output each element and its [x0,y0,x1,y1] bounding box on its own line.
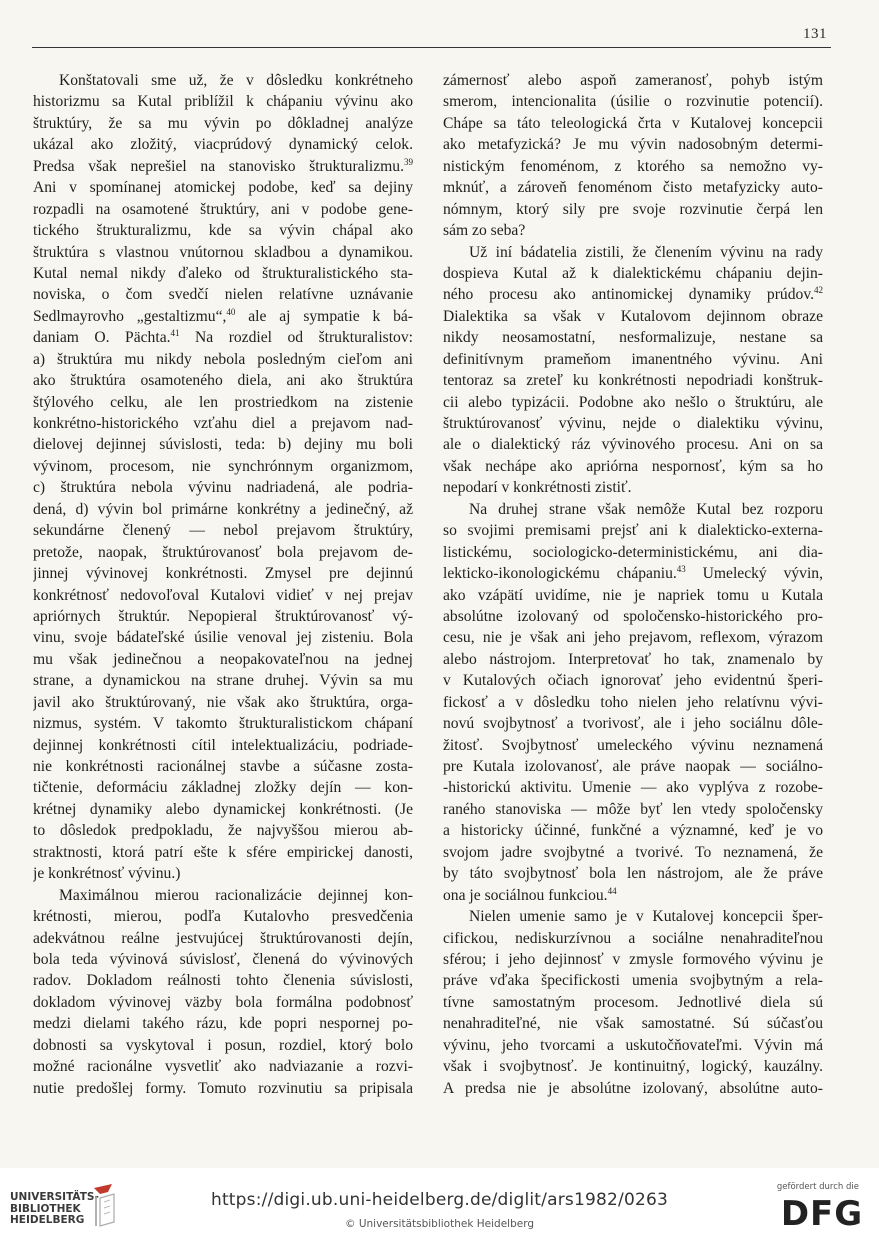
text-line: Nielen umenie samo je v Kutalovej koncepcii šper- [469,908,823,926]
text-line: historizmu sa Kutal priblížil k chápaniu vývinu ako [33,93,413,111]
text-line: vývinu, jeho tvorcami a uskutočňovateľmi. Vývin má [443,1036,823,1054]
copyright-notice: © Universitätsbibliothek Heidelberg [344,1218,534,1230]
text-line: bola teda vývinová súvislosť, členená do vývinových [33,950,413,968]
text-line: lekticko-ikonologickému chápaniu.$^{43}$ Umelecký vývin, [443,564,823,583]
text-line: štruktúry, že sa mu vývin po dôkladnej analýze [33,114,413,132]
text-line: práve vďaka špecifickosti umenia svojbytným a rela- [443,972,823,990]
text-line: nepodarí v konkrétnosti zistiť. [443,479,632,497]
text-line: konkrétnosť nedovoľoval Kutalovi vidieť v nej prejav [33,586,413,604]
text-line: smerom, intencionalita (úsilie o rozvinutie potencií). [443,93,823,111]
text-line: absolútne izolovaný od spoločensko-historického pro- [443,607,823,625]
text-line: Dialektika sa však v Kutalovom dejinnom obraze [443,307,823,325]
text-line: možné racionálne vysvetliť ako nadviazanie a rozvi- [33,1058,413,1076]
library-name-line: HEIDELBERG [10,1214,85,1226]
text-line: nie konkrétnosti racionálnej stavbe a súčasne zosta- [33,758,413,775]
text-line: pre Kutala izolovanosť, ale práve naopak — sociálno- [443,758,823,775]
footnote-ref: 44 [607,885,617,896]
text-line: mu však jedinečnou a neopakovateľnou na jednej [33,650,413,668]
text-line: dobnosti sa vyskytoval i posun, rozdiel, ktorý bolo [33,1036,413,1054]
text-line: sám zo seba? [443,222,526,240]
text-line: tentoraz sa zreteľ ku konkrétnosti nepodriadi konštruk- [443,372,823,390]
text-line: nikdy neosamostatní, nesformalizuje, nestane sa [443,329,823,347]
text-line: definitívnym prameňom imanentného vývinu. Ani [443,350,823,368]
text-line: nistickým fenoménom, z ktorého sa nemožno vy- [443,157,823,175]
text-line: so svojimi premisami prejsť ani k dialekticko-externa- [443,522,823,540]
text-line: však nechápe ako apriórna nespornosť, kým sa ho [443,457,823,475]
text-line: cii alebo typizácii. Podobne ako nešlo o štruktúru, ale [443,393,823,411]
text-line: c) štruktúra nebola vývinu nadriadená, ale podria- [33,479,413,497]
text-line: Maximálnou mierou racionalizácie dejinnej kon- [59,886,413,904]
text-line: noviska, o čom svedčí nielen relatívne uznávanie [33,286,413,304]
text-line: vinu, svoje bádateľské úsilie venoval jej zisteniu. Bola [33,629,413,647]
text-line: adekvátnou reálne jestvujúcej štruktúrovanosti dejín, [33,929,413,947]
text-line: Kutal nemal nikdy ďaleko od štrukturalistického sta- [33,264,413,282]
text-line: cesu, nie je však ani jeho prejavom, reflexom, výrazom [443,629,823,647]
text-line: to dôsledok predpokladu, že najvyššou mierou ab- [33,822,413,840]
header-rule [32,47,831,48]
text-line: apriórnych štruktúr. Nepopieral štruktúrovanosť vý- [33,607,413,625]
text-line: Už iní bádatelia zistili, že členením vývinu na rady [469,243,823,261]
footnote-ref: 39 [404,156,413,167]
text-line: svojom jadre svojbytné a tvorivé. To neznamená, že [443,843,823,861]
text-line: dejinnej konkrétnosti cítil intelektualizáciu, podriade- [33,736,413,754]
dfg-logo-icon[interactable] [779,1194,865,1230]
library-name-line: BIBLIOTHEK [10,1202,81,1215]
text-line: dospieva Kutal až k dialektickému chápaniu dejin- [443,264,823,282]
footnote-ref: 42 [814,285,823,296]
text-line: tického štrukturalizmu, kde sa vývin chápal ako [33,222,413,240]
text-line: žitosť. Svojbytnosť umeleckého vývinu neznamená [443,736,823,754]
text-line: ako štruktúra osamoteného diela, ani ako štruktúra [33,372,413,390]
text-line: konkrétno-historického vzťahu diel a prejavom nad- [33,415,413,432]
text-column-right [443,70,823,1099]
viewer-footer [0,1168,879,1240]
text-line: krétnosti, mierou, podľa Kutalovho presvedčenia [33,908,413,926]
text-line: Konštatovali sme už, že v dôsledku konkrétneho [59,72,413,89]
text-line: štýlového celku, ale len prostriedkom na zistenie [33,393,413,411]
text-line: krétnej dynamiky alebo dynamickej konkrétnosti. (Je [33,800,413,818]
text-line: radov. Dokladom reálnosti tohto členenia súvislosti, [33,972,413,990]
text-line: Na druhej strane však nemôže Kutal bez rozporu [469,500,823,518]
text-line: vývinom, procesom, nie synchrónnym organizmom, [33,457,413,475]
text-line: je konkrétnosť vývinu.) [33,865,181,883]
text-line: medzi dielami takého rázu, kde popri nespornej po- [33,1015,413,1033]
text-line: štruktúra s vlastnou vnútornou skladbou a dynamikou. [33,243,413,261]
text-line: nenahraditeľné, nie však samostatné. Sú súčasťou [443,1015,823,1033]
text-line: tičtenie, deformáciu základnej zložky dejín — kon- [33,779,413,797]
footnote-ref: 40 [226,306,236,317]
text-line: Sedlmayrovho „gestaltizmu“,$^{40}$ ale aj sympatie k bá- [33,306,413,325]
text-line: Chápe sa táto teleologická črta v Kutalovej koncepcii [443,114,823,132]
text-line: raného stanoviska — môže byť len vtedy spoločensky [443,800,823,818]
text-line: nómnym, ktorý sily pre svoje rozvinutie čerpá len [443,200,823,218]
text-line: ného procesu ako antinomickej dynamiky prúdov.$^{42}$ [443,285,823,304]
text-line: dená, d) vývin bol primárne konkrétny a jedinečný, až [33,500,413,518]
page-number: 131 [803,26,827,42]
text-line: cifickou, nediskurzívnou a sociálne nenahraditeľnou [443,929,823,947]
text-line: A predsa nie je absolútne izolovaný, absolútne auto- [443,1079,823,1097]
text-line: zámernosť alebo aspoň zameranosť, pohyb istým [443,72,823,89]
text-line: nizmus, systém. V takomto štrukturalistickom chápaní [33,715,413,733]
text-line: by táto svojbytnosť bola len nástrojom, ale že práve [443,865,823,883]
text-line: daniam O. Pächta.$^{41}$ Na rozdiel od štrukturalistov: [33,328,413,347]
permalink-url[interactable]: https://digi.ub.uni-heidelberg.de/diglit/ars1982/0263 [210,1190,669,1210]
text-line: sekundárne členený — nebol prejavom štruktúry, [33,522,413,540]
text-line: dielovej dejinnej súvislosti, teda: b) dejiny mu boli [33,436,413,454]
text-line: alebo nástrojom. Interpretovať ho tak, znamenalo by [443,650,823,668]
text-line: -historickú aktivitu. Umenie — ako vyplýva z rozobe- [443,779,823,797]
text-line: Ani v spomínanej atomickej podobe, keď sa dejiny [33,179,413,197]
text-line: a historicky účinné, funkčné a významné, keď je vo [443,822,823,840]
text-line: tívne samostatným procesom. Jednotlivé diela sú [443,993,823,1011]
funder-logo-text: DFG [780,1194,864,1230]
text-line: sférou; i jeho dejinnosť v zmysle formového vývinu je [443,950,823,968]
text-line: Predsa však neprešiel na stanovisko štrukturalizmu.$^{39}$ [33,156,413,175]
text-line: mknúť, a zároveň fenoménom čisto metafyzicky auto- [443,179,823,197]
text-line: ale o dialektický ráz vývinového procesu. Ani on sa [443,436,823,454]
text-line: listickému, sociologicko-deterministickému, ani dia- [443,543,823,561]
text-line: javil ako štruktúrovaný, nie však ako štruktúra, orga- [33,693,413,711]
text-line: novú svojbytnosť a tvorivosť, ale i jeho sociálnu dôle- [443,715,823,733]
funding-note: gefördert durch die [776,1182,859,1192]
text-line: štruktúrovanosť vývinu, nejde o dialektiku vývinu, [443,415,823,432]
footnote-ref: 41 [170,328,180,339]
text-line: a) štruktúra mu nikdy nebola posledným cieľom ani [33,350,413,368]
footnote-ref: 43 [676,564,686,575]
text-line: rozpadli na osamotené štruktúry, ani v podobe gene- [33,200,413,218]
text-line: fickosť a v dôsledku toho nielen jeho relatívnu vývi- [443,693,823,711]
library-name-line: UNIVERSITÄTS- [10,1191,99,1203]
text-line: ako vzápätí uvidíme, nie je napriek tomu u Kutala [443,586,823,604]
text-line: ona je sociálnou funkciou.$^{44}$ [443,885,617,904]
text-line: v Kutalových očiach ignorovať jeho evidentnú šperi- [443,672,823,690]
text-line: nutie predošlej formy. Tomuto rozvinutiu sa pripisala [33,1079,413,1097]
text-line: straktnosti, ktorá patrí ešte k sfére empirickej danosti, [33,843,413,861]
text-line: pretože, naopak, štruktúrovanosť bola prejavom de- [33,543,413,561]
text-line: jinnej vývinovej konkrétnosti. Zmysel pre dejinnú [33,565,413,583]
text-line: strane, a dynamickou na strane druhej. Vývin sa mu [33,672,413,690]
text-line: dokladom vývinovej väzby bola formálna podobnosť [33,993,413,1011]
text-line: ukázal ako zložitý, viacprúdový dynamický celok. [33,136,413,154]
text-line: však i svojbytnosť. Je kontinuitný, logický, kauzálny. [443,1058,823,1076]
text-line: ako metafyzická? Je mu vývin nadosobným determi- [443,136,823,154]
text-column-left [33,70,413,1099]
